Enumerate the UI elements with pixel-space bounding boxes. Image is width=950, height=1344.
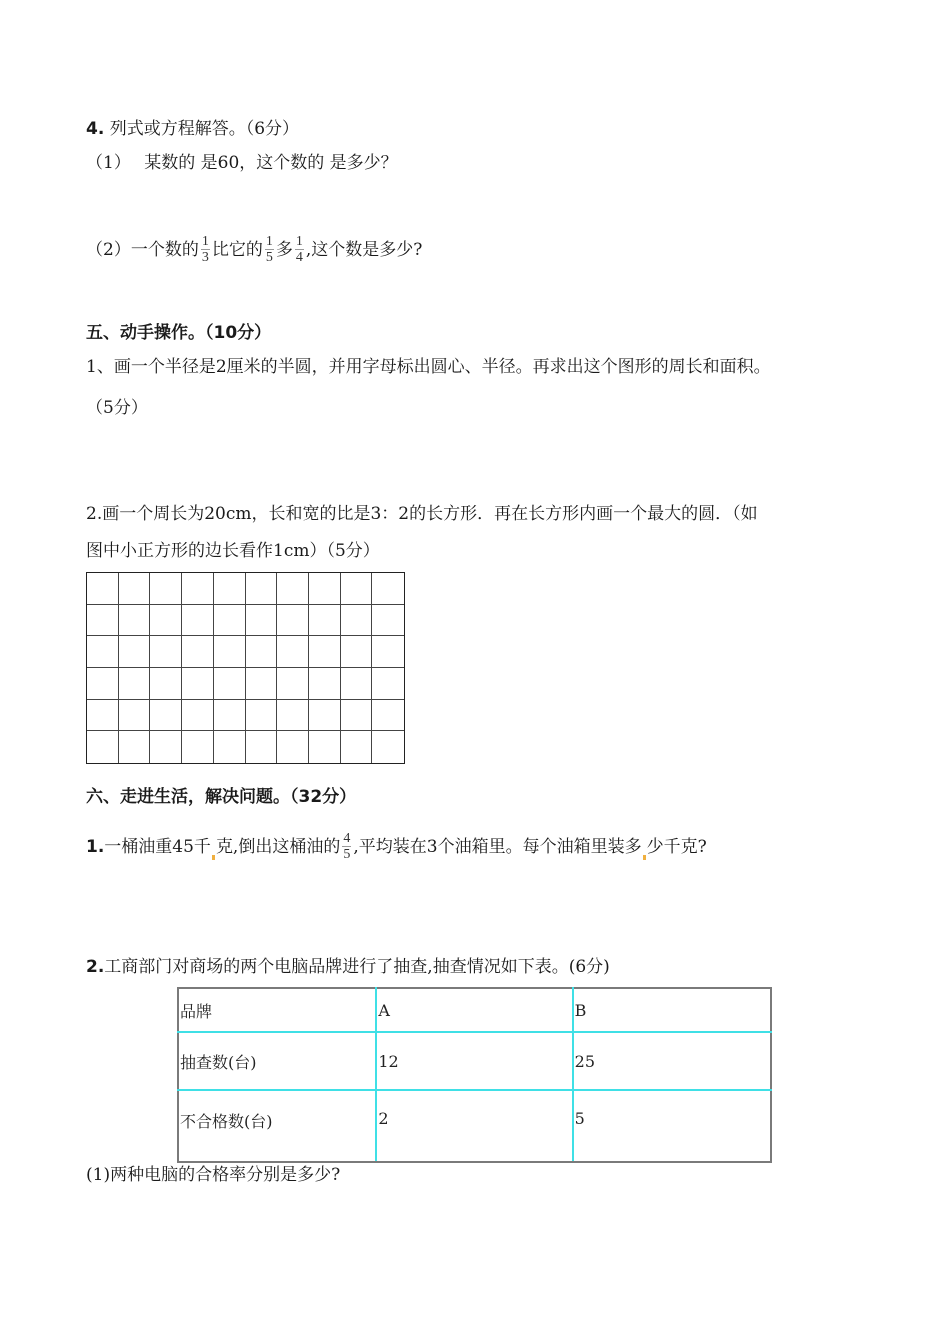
table-cell: 不合格数(台) [178,1090,376,1162]
grid-cell [372,573,404,605]
grid-cell [341,668,373,700]
question-text: 比它的 [211,240,263,260]
section5-question-1: 1、画一个半径是2厘米的半圆，并用字母标出圆心、半径。再求出这个图形的周长和面积。 [86,357,771,377]
grid-cell [309,731,341,763]
grid-cell [277,636,309,668]
grid-cell [182,605,214,637]
grid-cell [87,668,119,700]
grid-cell [87,731,119,763]
grid-cell [214,668,246,700]
question-text: 一个数的 [130,240,199,260]
grid-cell [277,573,309,605]
grid-cell [214,731,246,763]
grid-cell [277,731,309,763]
grid-cell [119,573,151,605]
grid-cell [182,731,214,763]
table-cell: 5 [573,1090,771,1162]
grid-cell [150,573,182,605]
grid-cell [277,668,309,700]
question-text: 少千克? [646,837,707,857]
question-text: 工商部门对商场的两个电脑品牌进行了抽查,抽查情况如下表。(6分) [104,957,610,977]
question-text: ,平均装在3个油箱里。每个油箱里装多 [353,837,642,857]
table-row [178,1090,771,1162]
section4-number: 4. [86,119,105,139]
grid-cell [309,668,341,700]
table-cell: 抽查数(台) [178,1032,376,1090]
square-grid [86,572,405,764]
question-text: 克,倒出这桶油的 [215,837,341,857]
grid-cell [246,605,278,637]
section5-question-2-line1: 2.画一个周长为20cm，长和宽的比是3：2的长方形．再在长方形内画一个最大的圆．（如 [86,504,758,524]
grid-cell [119,668,151,700]
section6-title: 六、走进生活，解决问题。（32分） [86,787,357,807]
question-number: 2. [86,957,105,977]
question-text: 一桶油重45千 [104,837,211,857]
grid-cell [182,636,214,668]
grid-cell [150,700,182,732]
grid-cell [309,605,341,637]
question-label: （2） [86,240,131,260]
section6-question-2-sub-1: (1)两种电脑的合格率分别是多少? [86,1165,341,1185]
grid-cell [372,636,404,668]
section6-question-2 [86,956,610,978]
grid-cell [277,605,309,637]
grid-cell [341,636,373,668]
grid-cell [341,605,373,637]
fraction-one-fourth: $\frac{1}{4}$ [295,234,303,265]
annotation-mark [212,855,215,860]
section5-question-1-score: （5分） [86,398,148,418]
grid-cell [372,668,404,700]
fraction-four-fifths: $\frac{4}{5}$ [343,831,351,862]
grid-cell [182,700,214,732]
grid-cell [87,573,119,605]
grid-cell [87,700,119,732]
grid-cell [372,605,404,637]
grid-cell [150,636,182,668]
section4-title [86,118,299,140]
grid-cell [87,605,119,637]
table-cell: 12 [376,1032,572,1090]
section5-question-2-line2: 图中小正方形的边长看作1cm）（5分） [86,541,380,561]
grid-cell [150,605,182,637]
grid-cell [214,605,246,637]
question-number: 1. [86,837,105,857]
grid-cell [150,668,182,700]
grid-cell [246,700,278,732]
grid-cell [246,731,278,763]
grid-cell [372,731,404,763]
grid-cell [214,573,246,605]
grid-cell [119,605,151,637]
section5-title: 五、动手操作。（10分） [86,323,272,343]
grid-cell [309,573,341,605]
grid-cell [246,573,278,605]
question-text: 某数的 是60，这个数的 是多少？ [144,153,398,173]
annotation-mark [643,855,646,860]
grid-cell [341,573,373,605]
grid-cell [372,700,404,732]
grid-cell [309,700,341,732]
table-row [178,1032,771,1090]
grid-cell [341,731,373,763]
fraction-one-fifth: $\frac{1}{5}$ [265,234,273,265]
fraction-one-third: $\frac{1}{3}$ [201,234,209,265]
question-text: ,这个数是多少? [305,240,423,260]
section4-question-1 [86,152,398,174]
section4-title-text: 列式或方程解答。（6分） [109,119,300,139]
grid-cell [150,731,182,763]
grid-cell [182,668,214,700]
section4-question-2 [86,235,422,266]
grid-cell [309,636,341,668]
question-text: 多 [275,240,293,260]
grid-cell [119,636,151,668]
table-header-cell: B [573,988,771,1032]
grid-cell [119,700,151,732]
grid-cell [277,700,309,732]
question-label: （1） [86,153,131,173]
grid-cell [119,731,151,763]
table-row [178,988,771,1032]
inspection-table [177,987,772,1163]
grid-cell [341,700,373,732]
table-header-cell: 品牌 [178,988,376,1032]
grid-cell [214,700,246,732]
grid-cell [214,636,246,668]
grid-cell [246,636,278,668]
table-cell: 25 [573,1032,771,1090]
table-header-cell: A [376,988,572,1032]
grid-cell [246,668,278,700]
grid-cell [87,636,119,668]
grid-cell [182,573,214,605]
section6-question-1 [86,832,707,863]
table-cell: 2 [376,1090,572,1162]
